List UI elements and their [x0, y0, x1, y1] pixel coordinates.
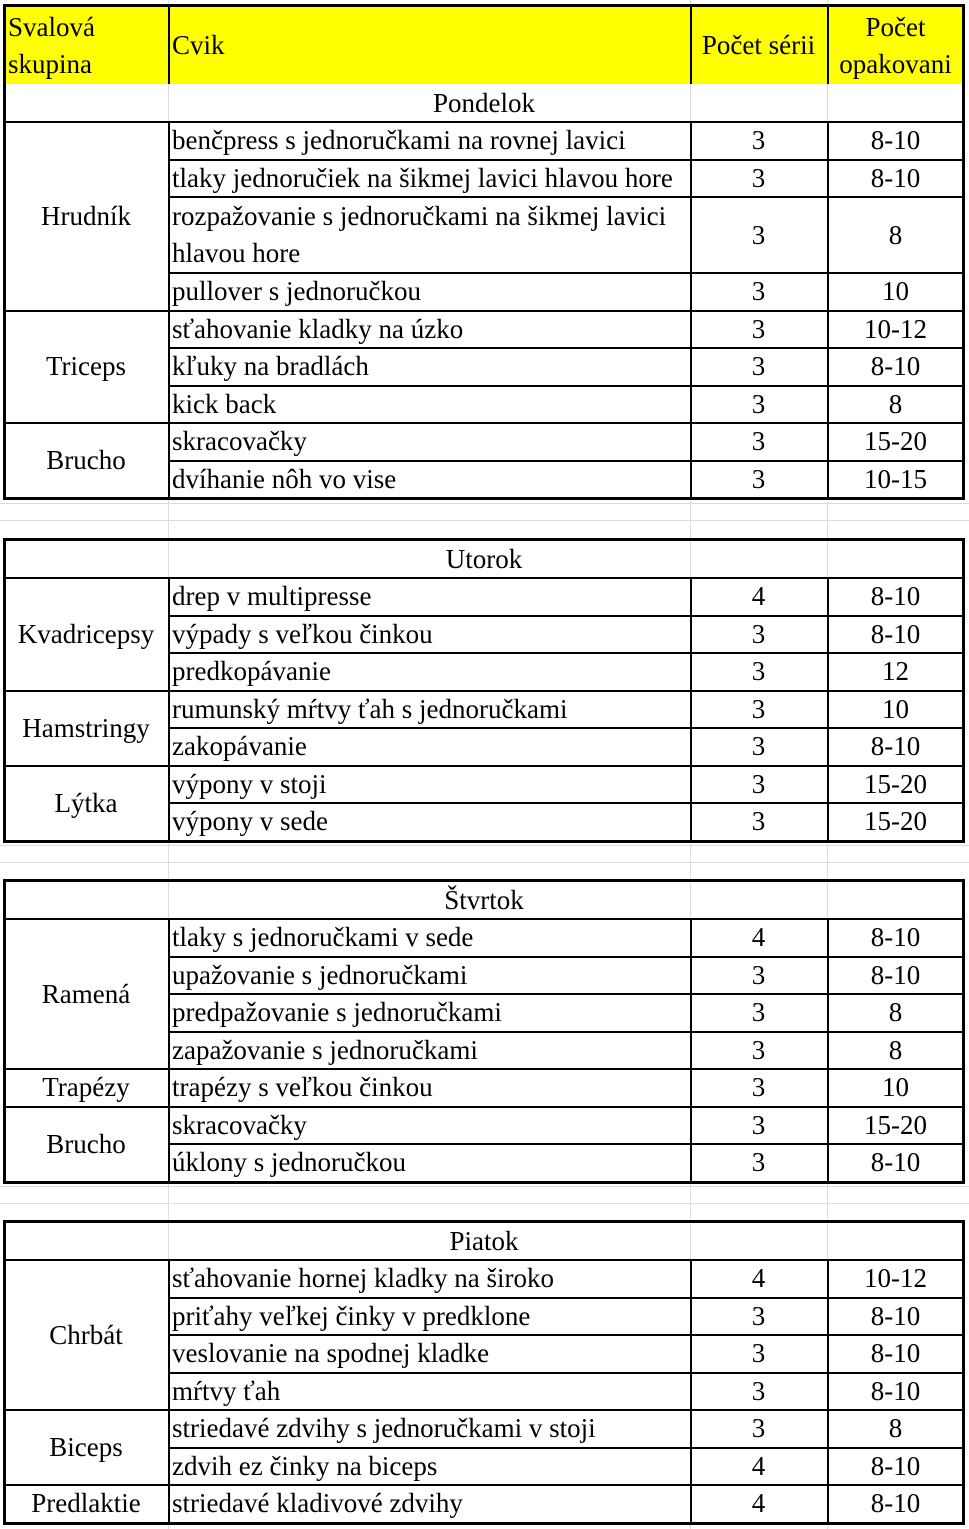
- exercise-cell: skracovačky: [172, 1109, 307, 1140]
- cell-border: [3, 1220, 6, 1525]
- cell-border: [3, 82, 6, 500]
- sets-cell: 3: [751, 959, 766, 990]
- gridline: [0, 1186, 969, 1187]
- exercise-cell: tlaky s jednoručkami v sede: [172, 922, 474, 953]
- sets-cell: 4: [751, 1488, 766, 1519]
- exercise-cell: predpažovanie s jednoručkami: [172, 997, 502, 1028]
- muscle-group: Hrudník: [41, 200, 131, 231]
- sets-cell: 3: [751, 1034, 766, 1065]
- exercise-cell: sťahovanie kladky na úzko: [172, 313, 464, 344]
- reps-cell: 12: [882, 656, 909, 687]
- reps-cell: 8: [888, 388, 903, 419]
- exercise-cell: predkopávanie: [172, 656, 331, 687]
- exercise-cell: drep v multipresse: [172, 581, 372, 612]
- muscle-group: Biceps: [49, 1432, 123, 1462]
- reps-cell: 10-12: [864, 1263, 927, 1294]
- cell-border: [690, 122, 692, 498]
- cell-border: [690, 578, 692, 841]
- muscle-group: Kvadricepsy: [17, 618, 155, 649]
- reps-cell: 8-10: [870, 125, 921, 156]
- sets-cell: 3: [751, 276, 766, 307]
- muscle-group: Ramená: [41, 978, 131, 1009]
- reps-cell: 10-12: [864, 313, 927, 344]
- exercise-cell: priťahy veľkej činky v predklone: [172, 1300, 531, 1331]
- sets-cell: 3: [751, 731, 766, 762]
- day-title-1: Utorok: [445, 543, 523, 574]
- exercise-cell: kick back: [172, 388, 277, 419]
- header-reps: Počet opakovani: [827, 7, 964, 84]
- gridline: [0, 520, 969, 521]
- sets-cell: 3: [751, 1072, 766, 1103]
- exercise-cell: zapažovanie s jednoručkami: [172, 1034, 478, 1065]
- reps-cell: 8-10: [870, 1488, 921, 1519]
- sets-cell: 3: [751, 351, 766, 382]
- cell-border: [962, 879, 965, 1184]
- exercise-cell: trapézy s veľkou činkou: [172, 1072, 433, 1103]
- sets-cell: 3: [751, 426, 766, 457]
- cell-border: [827, 578, 829, 841]
- exercise-cell: benčpress s jednoručkami na rovnej lavici: [172, 125, 626, 156]
- reps-cell: 8: [888, 219, 903, 250]
- exercise-cell: zakopávanie: [172, 731, 307, 762]
- day-title-0: Pondelok: [432, 87, 535, 118]
- sets-cell: 4: [751, 1450, 766, 1481]
- sets-cell: 3: [751, 1147, 766, 1178]
- exercise-cell: striedavé zdvihy s jednoručkami v stoji: [172, 1413, 596, 1444]
- reps-cell: 15-20: [864, 806, 927, 837]
- reps-cell: 10: [882, 276, 909, 307]
- sets-cell: 3: [751, 1338, 766, 1369]
- exercise-cell: tlaky jednoručiek na šikmej lavici hlavou hore: [172, 162, 673, 193]
- cell-border: [690, 919, 692, 1182]
- muscle-group: Predlaktie: [31, 1488, 141, 1519]
- sets-cell: 3: [751, 656, 766, 687]
- exercise-cell: mŕtvy ťah: [172, 1375, 281, 1406]
- reps-cell: 8-10: [870, 1147, 921, 1178]
- muscle-group: Chrbát: [49, 1319, 123, 1350]
- cell-border: [962, 538, 965, 843]
- reps-cell: 10: [882, 693, 909, 724]
- reps-cell: 15-20: [864, 768, 927, 799]
- cell-border: [962, 82, 965, 500]
- cell-border: [168, 1260, 170, 1523]
- exercise-cell: rumunský mŕtvy ťah s jednoručkami: [172, 693, 568, 724]
- exercise-cell: upažovanie s jednoručkami: [172, 959, 468, 990]
- exercise-cell: úklony s jednoručkou: [172, 1147, 406, 1178]
- reps-cell: 8-10: [870, 731, 921, 762]
- sets-cell: 4: [751, 922, 766, 953]
- gridline: [0, 503, 969, 504]
- cell-border: [168, 122, 170, 498]
- sets-cell: 3: [751, 388, 766, 419]
- sets-cell: 3: [751, 219, 766, 250]
- exercise-cell: striedavé kladivové zdvihy: [172, 1488, 463, 1519]
- sets-cell: 3: [751, 1413, 766, 1444]
- sets-cell: 3: [751, 162, 766, 193]
- reps-cell: 8-10: [870, 1300, 921, 1331]
- exercise-cell: pullover s jednoručkou: [172, 276, 421, 307]
- sets-cell: 3: [751, 693, 766, 724]
- day-title-2: Štvrtok: [444, 884, 524, 915]
- reps-cell: 8: [888, 1413, 903, 1444]
- exercise-cell: kľuky na bradlách: [172, 351, 369, 382]
- exercise-cell: výpady s veľkou činkou: [172, 618, 433, 649]
- reps-cell: 8-10: [870, 1450, 921, 1481]
- reps-cell: 10-15: [864, 463, 927, 494]
- cell-border: [3, 4, 6, 84]
- cell-border: [690, 7, 692, 84]
- exercise-cell: sťahovanie hornej kladky na široko: [172, 1263, 554, 1294]
- muscle-group: Hamstringy: [22, 712, 150, 743]
- reps-cell: 10: [882, 1072, 909, 1103]
- sets-cell: 3: [751, 1109, 766, 1140]
- cell-border: [4, 1522, 964, 1525]
- sets-cell: 4: [751, 1263, 766, 1294]
- muscle-group: Brucho: [46, 1128, 126, 1159]
- cell-border: [827, 1260, 829, 1523]
- sets-cell: 3: [751, 768, 766, 799]
- cell-border: [168, 919, 170, 1182]
- sets-cell: 3: [751, 618, 766, 649]
- cell-border: [3, 538, 6, 843]
- gridline: [0, 845, 969, 846]
- reps-cell: 8-10: [870, 351, 921, 382]
- cell-border: [4, 840, 964, 843]
- exercise-cell: výpony v sede: [172, 806, 328, 837]
- sets-cell: 4: [751, 581, 766, 612]
- cell-border: [168, 578, 170, 841]
- sets-cell: 3: [751, 313, 766, 344]
- exercise-cell: dvíhanie nôh vo vise: [172, 463, 397, 494]
- muscle-group: Brucho: [46, 445, 126, 475]
- reps-cell: 8-10: [870, 959, 921, 990]
- cell-border: [3, 879, 6, 1184]
- cell-border: [4, 1181, 964, 1184]
- muscle-group: Trapézy: [42, 1072, 130, 1103]
- cell-border: [690, 1260, 692, 1523]
- sets-cell: 3: [751, 1375, 766, 1406]
- exercise-cell: skracovačky: [172, 426, 307, 457]
- reps-cell: 8: [888, 1034, 903, 1065]
- exercise-cell: výpony v stoji: [172, 768, 327, 799]
- sets-cell: 3: [751, 125, 766, 156]
- muscle-group: Triceps: [45, 351, 126, 382]
- reps-cell: 8-10: [870, 1338, 921, 1369]
- sets-cell: 3: [751, 463, 766, 494]
- reps-cell: 15-20: [864, 426, 927, 457]
- cell-border: [827, 7, 829, 84]
- cell-border: [962, 4, 965, 84]
- header-group: Svalová skupina: [4, 7, 168, 84]
- reps-cell: 8-10: [870, 618, 921, 649]
- gridline: [0, 862, 969, 863]
- cell-border: [827, 122, 829, 498]
- cell-border: [4, 4, 964, 7]
- reps-cell: 8-10: [870, 922, 921, 953]
- sets-cell: 3: [751, 1300, 766, 1331]
- header-sets: Počet sérii: [690, 7, 827, 84]
- gridline: [0, 1203, 969, 1204]
- exercise-cell: rozpažovanie s jednoručkami na šikmej lavici hlavou hore: [172, 201, 667, 268]
- cell-border: [962, 1220, 965, 1525]
- sets-cell: 3: [751, 806, 766, 837]
- cell-border: [4, 497, 964, 500]
- reps-cell: 8-10: [870, 162, 921, 193]
- cell-border: [827, 919, 829, 1182]
- reps-cell: 8-10: [870, 1375, 921, 1406]
- exercise-cell: zdvih ez činky na biceps: [172, 1450, 438, 1481]
- sets-cell: 3: [751, 997, 766, 1028]
- cell-border: [168, 7, 170, 84]
- muscle-group: Lýtka: [54, 787, 118, 818]
- day-title-3: Piatok: [449, 1225, 519, 1256]
- reps-cell: 8: [888, 997, 903, 1028]
- header-exercise: Cvik: [168, 7, 690, 84]
- reps-cell: 8-10: [870, 581, 921, 612]
- reps-cell: 15-20: [864, 1109, 927, 1140]
- exercise-cell: veslovanie na spodnej kladke: [172, 1338, 490, 1369]
